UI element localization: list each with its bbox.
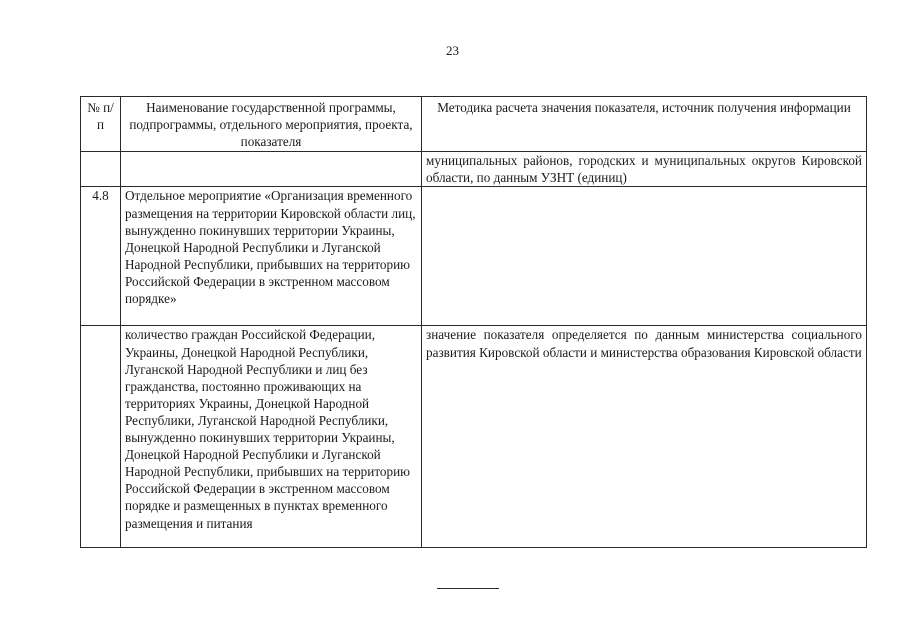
end-of-document-line [437, 588, 499, 589]
table-row [81, 152, 867, 187]
table-header-row [81, 97, 867, 152]
row-number [81, 326, 121, 548]
table-row [81, 326, 867, 548]
header-program-name: Наименование государственной программы, подпрограммы, отдельного мероприятия, проекта, показателя [121, 97, 422, 152]
row-name: количество граждан Российской Федерации, Украины, Донецкой Народной Республики, Луганской Народной Республики и лиц без гражданства, постоянно проживающих на территориях Украины, Донецкой Народной Республики, Луганской Народной Республики, вынужденно покинувших территории Украины, Донецкой Народной Республики и Луганской Народной Республики, прибывших на территорию Российской Федерации в экстренном массовом порядке и размещенных в пунктах временного размещения и питания [121, 326, 422, 548]
header-number: № п/п [81, 97, 121, 152]
header-calculation-method: Методика расчета значения показателя, источник получения информации [422, 97, 867, 152]
row-method [422, 187, 867, 326]
row-name: Отдельное мероприятие «Организация временного размещения на территории Кировской области лиц, вынужденно покинувших территории Украины, Донецкой Народной Республики и Луганской Народной Республики, прибывших на территорию Российской Федерации в экстренном массовом порядке» [121, 187, 422, 326]
page-number: 23 [446, 43, 459, 58]
row-method: муниципальных районов, городских и муниципальных округов Кировской области, по данным УЗНТ (единиц) [422, 152, 867, 187]
row-name [121, 152, 422, 187]
row-number: 4.8 [81, 187, 121, 326]
indicator-methodology-table [80, 96, 867, 548]
row-method: значение показателя определяется по данным министерства социального развития Кировской области и министерства образования Кировской области [422, 326, 867, 548]
table-row [81, 187, 867, 326]
row-number [81, 152, 121, 187]
